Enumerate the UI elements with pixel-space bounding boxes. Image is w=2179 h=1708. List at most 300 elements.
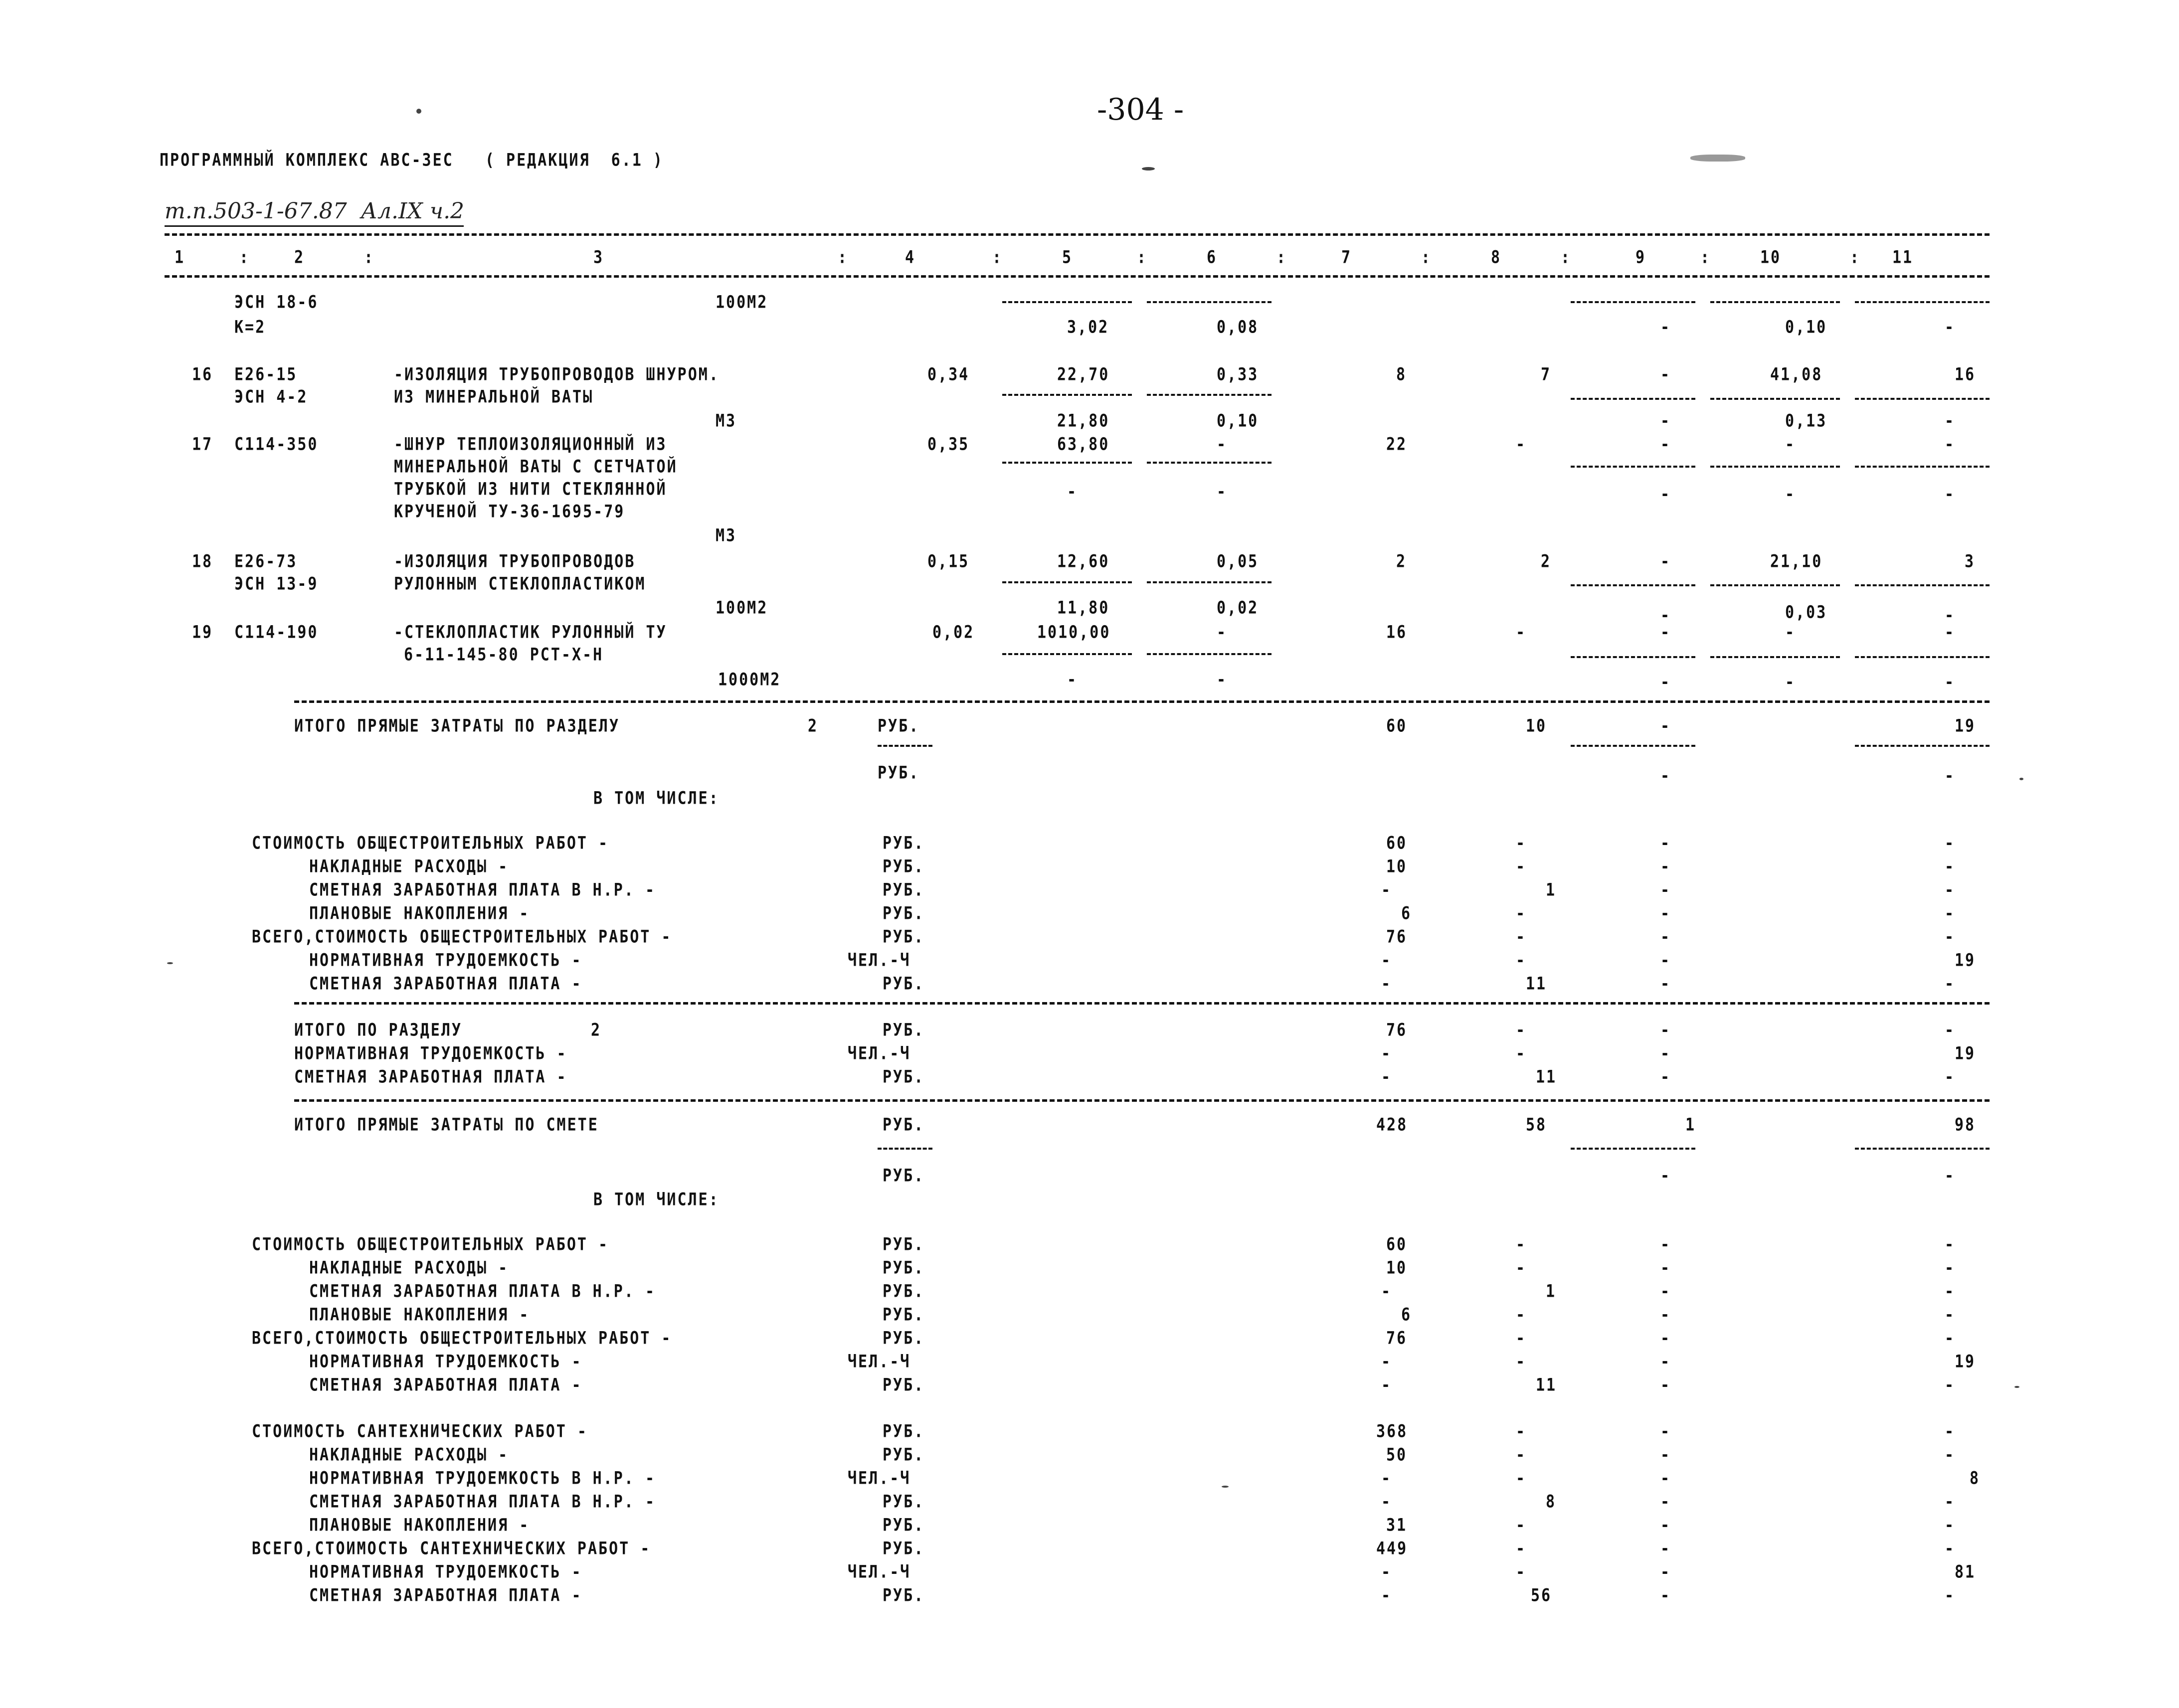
col-sep: : (1276, 247, 1287, 268)
cell-rule (1855, 301, 1990, 303)
cell-c10: 0,13 (1785, 411, 1827, 431)
cell-c11: - (1945, 1375, 1956, 1395)
cell-c8: 8 (1546, 1492, 1557, 1512)
row-name: МИНЕРАЛЬНОЙ ВАТЫ С СЕТЧАТОЙ (394, 457, 678, 477)
cell-c10: 0,03 (1785, 602, 1827, 623)
unit-label: РУБ. (883, 1328, 925, 1349)
cell-c7: 10 (1386, 856, 1408, 877)
cell-rule (1147, 301, 1271, 303)
cell-c8: - (1516, 1538, 1527, 1559)
cell-rule (1571, 301, 1695, 303)
cell-c11: - (1945, 622, 1956, 643)
cell-c11: - (1945, 317, 1956, 338)
section-number: 2 (808, 716, 819, 736)
cell-c5: 11,80 (1057, 598, 1110, 618)
unit-label: РУБ. (883, 833, 925, 854)
breakdown-label: ПЛАНОВЫЕ НАКОПЛЕНИЯ - (309, 1515, 530, 1536)
cell-c11: - (1945, 1538, 1956, 1559)
section-number: 2 (591, 1020, 602, 1040)
cell-c9: - (1660, 1234, 1671, 1255)
unit-label: РУБ. (878, 763, 920, 783)
unit-label: ЧЕЛ.-Ч (848, 1468, 911, 1489)
cell-c9: - (1660, 551, 1671, 572)
cell-c6: - (1217, 622, 1228, 643)
section-total-label: ИТОГО ПРЯМЫЕ ЗАТРАТЫ ПО РАЗДЕЛУ (294, 716, 620, 736)
in-that-heading: В ТОМ ЧИСЛЕ: (593, 788, 720, 809)
page-number: -304 - (1097, 92, 1184, 127)
cell-c7: - (1381, 880, 1392, 900)
cell-c7: 16 (1386, 622, 1408, 643)
cell-rule (1855, 584, 1990, 586)
breakdown-label: СМЕТНАЯ ЗАРАБОТНАЯ ПЛАТА - (309, 1585, 582, 1606)
cell-c9: - (1660, 1375, 1671, 1395)
cell-c11: - (1945, 766, 1956, 786)
cell-c8: - (1516, 950, 1527, 971)
cell-c8: - (1516, 1468, 1527, 1489)
cell-c9: - (1660, 1281, 1671, 1302)
unit-label: ЧЕЛ.-Ч (848, 1043, 911, 1064)
breakdown-label: СТОИМОСТЬ ОБЩЕСТРОИТЕЛЬНЫХ РАБОТ - (252, 1234, 609, 1255)
cell-c7: 368 (1376, 1421, 1408, 1442)
unit-label: РУБ. (883, 856, 925, 877)
row-unit: 1000М2 (718, 670, 781, 690)
cell-c11: - (1945, 1445, 1956, 1465)
cell-c7: 60 (1386, 716, 1408, 736)
row-code: ЭСН 18-6 (234, 292, 319, 313)
cell-rule (1002, 462, 1132, 464)
row-code: Е26-15 (234, 364, 298, 385)
cell-c7: 8 (1396, 364, 1407, 385)
cell-c5: 3,02 (1067, 317, 1109, 338)
handwritten-reference: т.п.503-1-67.87 Ал.IX ч.2 (165, 198, 465, 224)
cell-c9: - (1660, 716, 1671, 736)
col-sep: : (1700, 247, 1711, 268)
breakdown-label: СМЕТНАЯ ЗАРАБОТНАЯ ПЛАТА В Н.Р. - (309, 1281, 656, 1302)
cell-c8: - (1516, 927, 1527, 947)
cell-c9: - (1660, 1445, 1671, 1465)
col-sep: : (1850, 247, 1861, 268)
section-rule (294, 700, 1990, 703)
row-unit: М3 (716, 525, 737, 546)
specks (1142, 167, 1155, 171)
cell-c8: - (1516, 833, 1527, 854)
cell-c11: 98 (1955, 1115, 1976, 1135)
row-unit: 100М2 (716, 292, 768, 313)
program-title: ПРОГРАММНЫЙ КОМПЛЕКС АВС-3ЕС ( РЕДАКЦИЯ 6.1 ) (160, 150, 664, 171)
cell-c7: 6 (1401, 903, 1412, 924)
row-code: К=2 (234, 317, 266, 338)
col-header-8: 8 (1491, 247, 1502, 268)
cell-c7: 2 (1396, 551, 1407, 572)
breakdown-label: НОРМАТИВНАЯ ТРУДОЕМКОСТЬ В Н.Р. - (309, 1468, 656, 1489)
cell-rule (1147, 394, 1271, 396)
cell-c11: - (1945, 1305, 1956, 1325)
cell-rule (1147, 462, 1271, 464)
unit-label: РУБ. (883, 974, 925, 994)
cell-c9: - (1660, 1043, 1671, 1064)
cell-c9: - (1660, 434, 1671, 455)
row-unit: М3 (716, 411, 737, 431)
cell-rule (1002, 653, 1132, 655)
cell-rule (878, 1148, 932, 1150)
cell-c4: 0,02 (932, 622, 975, 643)
in-that-heading: В ТОМ ЧИСЛЕ: (593, 1190, 720, 1210)
cell-c8: 2 (1541, 551, 1552, 572)
row-name: РУЛОННЫМ СТЕКЛОПЛАСТИКОМ (394, 574, 646, 594)
cell-c9: - (1660, 411, 1671, 431)
unit-label: РУБ. (883, 1020, 925, 1040)
cell-c10: - (1785, 672, 1796, 692)
cell-c8: - (1516, 1234, 1527, 1255)
section-rule (294, 1002, 1990, 1005)
cell-rule (1147, 653, 1271, 655)
cell-c7: - (1381, 974, 1392, 994)
cell-c11: - (1945, 1492, 1956, 1512)
breakdown-label: НОРМАТИВНАЯ ТРУДОЕМКОСТЬ - (309, 1352, 582, 1372)
cell-c8: 11 (1536, 1067, 1557, 1087)
cell-c10: 21,10 (1770, 551, 1823, 572)
row-code: ЭСН 13-9 (234, 574, 319, 594)
cell-c8: - (1516, 622, 1527, 643)
cell-c9: - (1660, 484, 1671, 505)
breakdown-label: НАКЛАДНЫЕ РАСХОДЫ - (309, 1258, 509, 1278)
cell-c7: 76 (1386, 1328, 1408, 1349)
cell-c7: - (1381, 1067, 1392, 1087)
cell-c8: - (1516, 1515, 1527, 1536)
cell-c7: 50 (1386, 1445, 1408, 1465)
breakdown-label: НАКЛАДНЫЕ РАСХОДЫ - (309, 856, 509, 877)
cell-c7: - (1381, 1492, 1392, 1512)
cell-c7: 10 (1386, 1258, 1408, 1278)
col-sep: : (992, 247, 1003, 268)
cell-c7: 22 (1386, 434, 1408, 455)
col-sep: : (1137, 247, 1148, 268)
cell-c11: - (1945, 903, 1956, 924)
col-header-4: 4 (905, 247, 916, 268)
cell-c9: - (1660, 622, 1671, 643)
breakdown-label: ВСЕГО,СТОИМОСТЬ ОБЩЕСТРОИТЕЛЬНЫХ РАБОТ - (252, 1328, 672, 1349)
breakdown-label: ВСЕГО,СТОИМОСТЬ САНТЕХНИЧЕСКИХ РАБОТ - (252, 1538, 651, 1559)
row-code: С114-350 (234, 434, 319, 455)
cell-c9: - (1660, 1067, 1671, 1087)
breakdown-label: СМЕТНАЯ ЗАРАБОТНАЯ ПЛАТА - (309, 974, 582, 994)
cell-c10: - (1785, 484, 1796, 505)
cell-rule (1855, 1148, 1990, 1150)
cell-c11: - (1945, 484, 1956, 505)
col-header-7: 7 (1341, 247, 1352, 268)
cell-c7: 60 (1386, 1234, 1408, 1255)
cell-c8: - (1516, 434, 1527, 455)
cell-c8: - (1516, 1258, 1527, 1278)
cell-rule (1855, 398, 1990, 400)
col-header-11: 11 (1892, 247, 1914, 268)
cell-c11: 19 (1955, 1043, 1976, 1064)
col-sep: : (838, 247, 849, 268)
cell-c10: - (1785, 434, 1796, 455)
cell-c11: - (1945, 434, 1956, 455)
cell-c11: - (1945, 927, 1956, 947)
row-name: -ИЗОЛЯЦИЯ ТРУБОПРОВОДОВ (394, 551, 636, 572)
cell-c7: - (1381, 1281, 1392, 1302)
cell-c9: - (1660, 903, 1671, 924)
cell-c7: 428 (1376, 1115, 1408, 1135)
cell-c4: 0,34 (927, 364, 970, 385)
cell-rule (1571, 745, 1695, 747)
breakdown-label: СМЕТНАЯ ЗАРАБОТНАЯ ПЛАТА В Н.Р. - (309, 880, 656, 900)
breakdown-label: СТОИМОСТЬ САНТЕХНИЧЕСКИХ РАБОТ - (252, 1421, 588, 1442)
cell-c5: 22,70 (1057, 364, 1110, 385)
unit-label: РУБ. (883, 1115, 925, 1135)
cell-c8: 11 (1536, 1375, 1557, 1395)
cell-c6: 0,10 (1217, 411, 1259, 431)
cell-rule (1855, 656, 1990, 658)
col-sep: : (1561, 247, 1572, 268)
cell-c6: 0,08 (1217, 317, 1259, 338)
breakdown-label: НОРМАТИВНАЯ ТРУДОЕМКОСТЬ - (309, 950, 582, 971)
unit-label: РУБ. (878, 716, 920, 736)
cell-c11: - (1945, 1258, 1956, 1278)
cell-c9: - (1660, 1328, 1671, 1349)
cell-rule (1571, 584, 1695, 586)
cell-c10: - (1785, 622, 1796, 643)
cell-c11: 16 (1955, 364, 1976, 385)
cell-c5: - (1067, 670, 1078, 690)
specks (2014, 1386, 2019, 1388)
unit-label: РУБ. (883, 1515, 925, 1536)
breakdown-label: НАКЛАДНЫЕ РАСХОДЫ - (309, 1445, 509, 1465)
row-name: -ИЗОЛЯЦИЯ ТРУБОПРОВОДОВ ШНУРОМ. (394, 364, 720, 385)
row-code: ЭСН 4-2 (234, 387, 308, 407)
col-sep: : (239, 247, 250, 268)
cell-c9: - (1660, 1538, 1671, 1559)
cell-c6: - (1217, 434, 1228, 455)
cell-c9: - (1660, 1020, 1671, 1040)
cell-c9: - (1660, 1562, 1671, 1582)
breakdown-label: СМЕТНАЯ ЗАРАБОТНАЯ ПЛАТА В Н.Р. - (309, 1492, 656, 1512)
col-sep: : (1421, 247, 1432, 268)
stamp-smudge (1690, 155, 1745, 162)
table-top-rule (165, 233, 1990, 236)
cell-c8: 56 (1531, 1585, 1552, 1606)
cell-c8: 1 (1546, 1281, 1557, 1302)
breakdown-label: ПЛАНОВЫЕ НАКОПЛЕНИЯ - (309, 903, 530, 924)
cell-c11: - (1945, 1585, 1956, 1606)
cell-c5: 63,80 (1057, 434, 1110, 455)
unit-label: РУБ. (883, 927, 925, 947)
unit-label: РУБ. (883, 1281, 925, 1302)
specks (2019, 778, 2023, 780)
cell-c9: - (1660, 605, 1671, 626)
col-header-9: 9 (1635, 247, 1646, 268)
cell-c11: 19 (1955, 950, 1976, 971)
unit-label: РУБ. (883, 903, 925, 924)
section-rule (294, 1099, 1990, 1102)
row-unit: 100М2 (716, 598, 768, 618)
cell-c5: 1010,00 (1037, 622, 1111, 643)
cell-c7: - (1381, 1468, 1392, 1489)
cell-rule (1710, 398, 1840, 400)
row-name: ИЗ МИНЕРАЛЬНОЙ ВАТЫ (394, 387, 594, 407)
unit-label: РУБ. (883, 1258, 925, 1278)
cell-c7: - (1381, 950, 1392, 971)
cell-c6: - (1217, 670, 1228, 690)
row-name: -СТЕКЛОПЛАСТИК РУЛОННЫЙ ТУ (394, 622, 667, 643)
cell-c7: 31 (1386, 1515, 1408, 1536)
cell-c9: - (1660, 1352, 1671, 1372)
cell-c9: - (1660, 1421, 1671, 1442)
cell-c6: 0,33 (1217, 364, 1259, 385)
cell-c9: - (1660, 1585, 1671, 1606)
cell-c7: - (1381, 1375, 1392, 1395)
row-number: 18 (192, 551, 213, 572)
row-code: С114-190 (234, 622, 319, 643)
cell-c7: - (1381, 1043, 1392, 1064)
cell-c7: 76 (1386, 1020, 1408, 1040)
cell-c9: - (1660, 974, 1671, 994)
cell-rule (1571, 1148, 1695, 1150)
cell-c9: - (1660, 1515, 1671, 1536)
cell-c9: - (1660, 766, 1671, 786)
breakdown-label: НОРМАТИВНАЯ ТРУДОЕМКОСТЬ - (309, 1562, 582, 1582)
breakdown-label: СТОИМОСТЬ ОБЩЕСТРОИТЕЛЬНЫХ РАБОТ - (252, 833, 609, 854)
cell-c8: - (1516, 1562, 1527, 1582)
section-end-label: СМЕТНАЯ ЗАРАБОТНАЯ ПЛАТА - (294, 1067, 567, 1087)
unit-label: РУБ. (883, 1421, 925, 1442)
unit-label: РУБ. (883, 1538, 925, 1559)
cell-rule (1002, 301, 1132, 303)
specks (1222, 1486, 1229, 1488)
cell-c11: - (1945, 856, 1956, 877)
cell-rule (1710, 656, 1840, 658)
col-header-1: 1 (175, 247, 185, 268)
cell-c11: - (1945, 605, 1956, 626)
unit-label: РУБ. (883, 1445, 925, 1465)
col-header-2: 2 (294, 247, 305, 268)
row-code: Е26-73 (234, 551, 298, 572)
cell-c10: 41,08 (1770, 364, 1823, 385)
cell-c7: 60 (1386, 833, 1408, 854)
row-name: 6-11-145-80 РСТ-Х-Н (404, 645, 604, 665)
cell-c11: - (1945, 1166, 1956, 1186)
cell-rule (1147, 581, 1271, 583)
cell-c11: 19 (1955, 716, 1976, 736)
cell-rule (878, 745, 932, 747)
header-bottom-rule (165, 275, 1990, 278)
cell-c8: - (1516, 1445, 1527, 1465)
cell-c11: - (1945, 1067, 1956, 1087)
cell-c11: - (1945, 1328, 1956, 1349)
cell-c4: 0,15 (927, 551, 970, 572)
cell-c9: - (1660, 856, 1671, 877)
unit-label: ЧЕЛ.-Ч (848, 1562, 911, 1582)
cell-c7: - (1381, 1562, 1392, 1582)
cell-c8: - (1516, 856, 1527, 877)
cell-c8: - (1516, 1020, 1527, 1040)
cell-rule (1710, 584, 1840, 586)
cell-c11: - (1945, 833, 1956, 854)
breakdown-label: ВСЕГО,СТОИМОСТЬ ОБЩЕСТРОИТЕЛЬНЫХ РАБОТ - (252, 927, 672, 947)
col-header-5: 5 (1062, 247, 1073, 268)
unit-label: РУБ. (883, 1585, 925, 1606)
cell-c8: - (1516, 1305, 1527, 1325)
cell-c11: - (1945, 880, 1956, 900)
cell-c11: - (1945, 1421, 1956, 1442)
cell-c9: - (1660, 1166, 1671, 1186)
cell-c4: 0,35 (927, 434, 970, 455)
cell-c7: - (1381, 1352, 1392, 1372)
cell-c11: 8 (1970, 1468, 1981, 1489)
section-end-label: ИТОГО ПО РАЗДЕЛУ (294, 1020, 462, 1040)
cell-c9: - (1660, 927, 1671, 947)
cell-c11: - (1945, 1281, 1956, 1302)
cell-rule (1855, 466, 1990, 468)
cell-c8: - (1516, 1043, 1527, 1064)
unit-label: РУБ. (883, 1234, 925, 1255)
cell-c8: 11 (1526, 974, 1547, 994)
reference-underline (165, 225, 464, 227)
row-name: ТРУБКОЙ ИЗ НИТИ СТЕКЛЯННОЙ (394, 479, 667, 500)
cell-c7: 449 (1376, 1538, 1408, 1559)
cell-c11: 81 (1955, 1562, 1976, 1582)
cell-c11: 19 (1955, 1352, 1976, 1372)
col-header-3: 3 (593, 247, 604, 268)
unit-label: ЧЕЛ.-Ч (848, 950, 911, 971)
cell-c9: 1 (1685, 1115, 1696, 1135)
cell-c11: 3 (1965, 551, 1976, 572)
col-header-10: 10 (1760, 247, 1782, 268)
specks (416, 109, 421, 114)
col-sep: : (364, 247, 375, 268)
cell-rule (1002, 394, 1132, 396)
cell-rule (1571, 398, 1695, 400)
col-header-6: 6 (1207, 247, 1218, 268)
section-end-label: НОРМАТИВНАЯ ТРУДОЕМКОСТЬ - (294, 1043, 567, 1064)
cell-c6: 0,05 (1217, 551, 1259, 572)
cell-rule (1710, 466, 1840, 468)
cell-c11: - (1945, 411, 1956, 431)
cell-c8: 1 (1546, 880, 1557, 900)
cell-c6: 0,02 (1217, 598, 1259, 618)
cell-c8: 7 (1541, 364, 1552, 385)
cell-c11: - (1945, 672, 1956, 692)
cell-c8: - (1516, 1421, 1527, 1442)
cell-c10: 0,10 (1785, 317, 1827, 338)
row-name: -ШНУР ТЕПЛОИЗОЛЯЦИОННЫЙ ИЗ (394, 434, 667, 455)
cell-c8: - (1516, 903, 1527, 924)
cell-c5: - (1067, 482, 1078, 502)
cell-c8: - (1516, 1352, 1527, 1372)
cell-c7: - (1381, 1585, 1392, 1606)
cell-c9: - (1660, 1305, 1671, 1325)
breakdown-label: ПЛАНОВЫЕ НАКОПЛЕНИЯ - (309, 1305, 530, 1325)
cell-c9: - (1660, 672, 1671, 692)
cell-c8: 10 (1526, 716, 1547, 736)
cell-c9: - (1660, 833, 1671, 854)
unit-label: РУБ. (883, 1375, 925, 1395)
row-number: 17 (192, 434, 213, 455)
cell-c9: - (1660, 880, 1671, 900)
cell-c11: - (1945, 974, 1956, 994)
cell-c9: - (1660, 364, 1671, 385)
cell-c9: - (1660, 950, 1671, 971)
cell-c5: 12,60 (1057, 551, 1110, 572)
unit-label: РУБ. (883, 880, 925, 900)
cell-c11: - (1945, 1234, 1956, 1255)
cell-c9: - (1660, 1468, 1671, 1489)
cell-c6: - (1217, 482, 1228, 502)
row-name: КРУЧЕНОЙ ТУ-36-1695-79 (394, 502, 625, 522)
unit-label: РУБ. (883, 1067, 925, 1087)
